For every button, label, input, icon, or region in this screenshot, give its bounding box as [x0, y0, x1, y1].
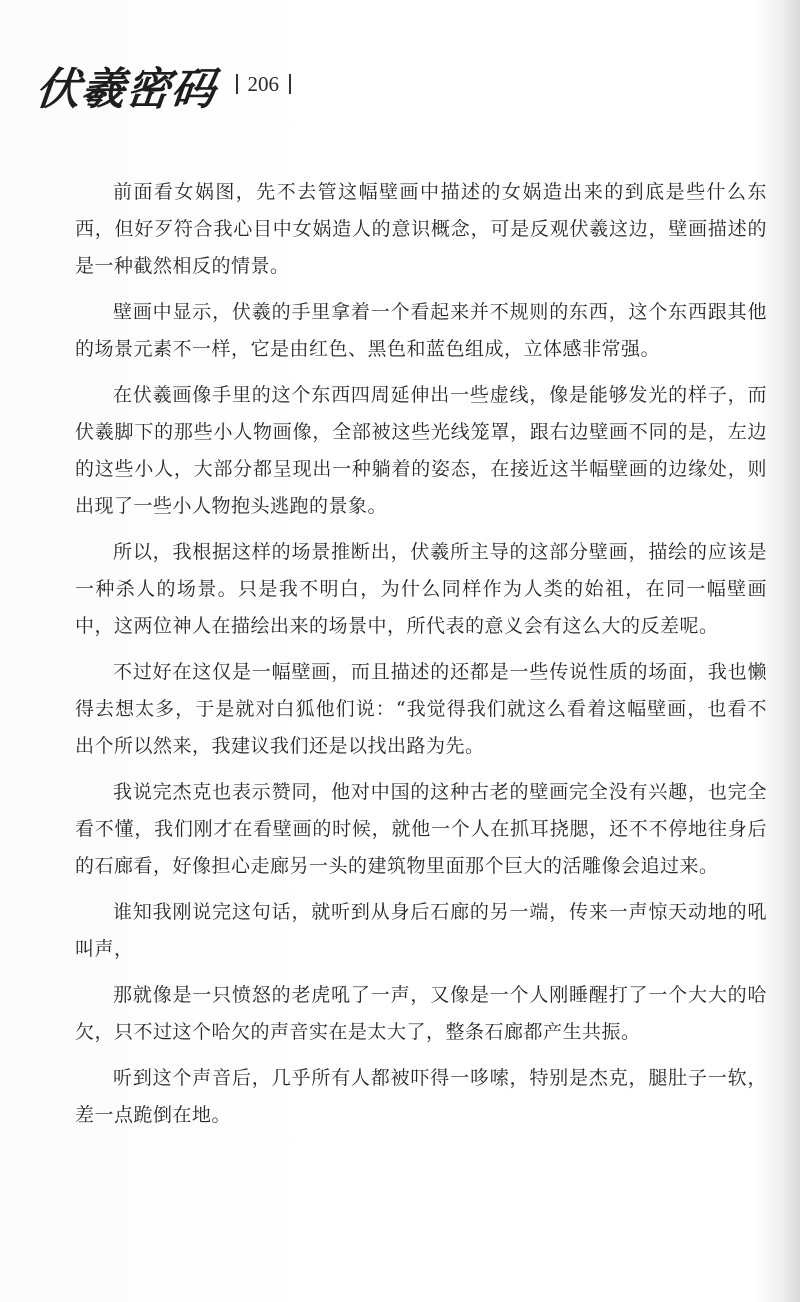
paragraph: 所以，我根据这样的场景推断出，伏羲所主导的这部分壁画，描绘的应该是一种杀人的场景。只是我不明白，为什么同样作为人类的始祖，在同一幅壁画中，这两位神人在描绘出来的场景中，所代表的意义会有这么大的反差呢。	[75, 541, 767, 637]
page-number: 206	[247, 71, 279, 96]
page-number-group	[236, 72, 291, 97]
page-header	[33, 60, 291, 120]
paragraph: 听到这个声音后，几乎所有人都被吓得一哆嗦，特别是杰克，腿肚子一软，差一点跪倒在地。	[75, 1067, 767, 1126]
book-title: 伏羲密码	[33, 64, 219, 115]
paragraph: 前面看女娲图，先不去管这幅壁画中描述的女娲造出来的到底是些什么东西，但好歹符合我心目中女娲造人的意识概念，可是反观伏羲这边，壁画描述的是一种截然相反的情景。	[75, 181, 767, 277]
paragraph: 我说完杰克也表示赞同，他对中国的这种古老的壁画完全没有兴趣，也完全看不懂，我们刚才在看壁画的时候，就他一个人在抓耳挠腮，还不不停地往身后的石廊看，好像担心走廊另一头的建筑物里面那个巨大的活雕像会追过来。	[75, 781, 767, 877]
paragraph: 那就像是一只愤怒的老虎吼了一声，又像是一个人刚睡醒打了一个大大的哈欠，只不过这个哈欠的声音实在是太大了，整条石廊都产生共振。	[75, 984, 767, 1043]
paragraph: 谁知我刚说完这句话，就听到从身后石廊的另一端，传来一声惊天动地的吼叫声，	[75, 901, 767, 960]
left-divider	[236, 74, 238, 94]
body-text	[75, 174, 767, 1143]
paragraph: 不过好在这仅是一幅壁画，而且描述的还都是一些传说性质的场面，我也懒得去想太多，于是就对白狐他们说：“我觉得我们就这么看着这幅壁画，也看不出个所以然来，我建议我们还是以找出路为先。	[75, 661, 767, 757]
paragraph: 壁画中显示，伏羲的手里拿着一个看起来并不规则的东西，这个东西跟其他的场景元素不一样，它是由红色、黑色和蓝色组成，立体感非常强。	[75, 301, 767, 360]
right-divider	[289, 74, 291, 94]
paragraph: 在伏羲画像手里的这个东西四周延伸出一些虚线，像是能够发光的样子，而伏羲脚下的那些小人物画像，全部被这些光线笼罩，跟右边壁画不同的是，左边的这些小人，大部分都呈现出一种躺着的姿态，在接近这半幅壁画的边缘处，则出现了一些小人物抱头逃跑的景象。	[75, 384, 767, 517]
